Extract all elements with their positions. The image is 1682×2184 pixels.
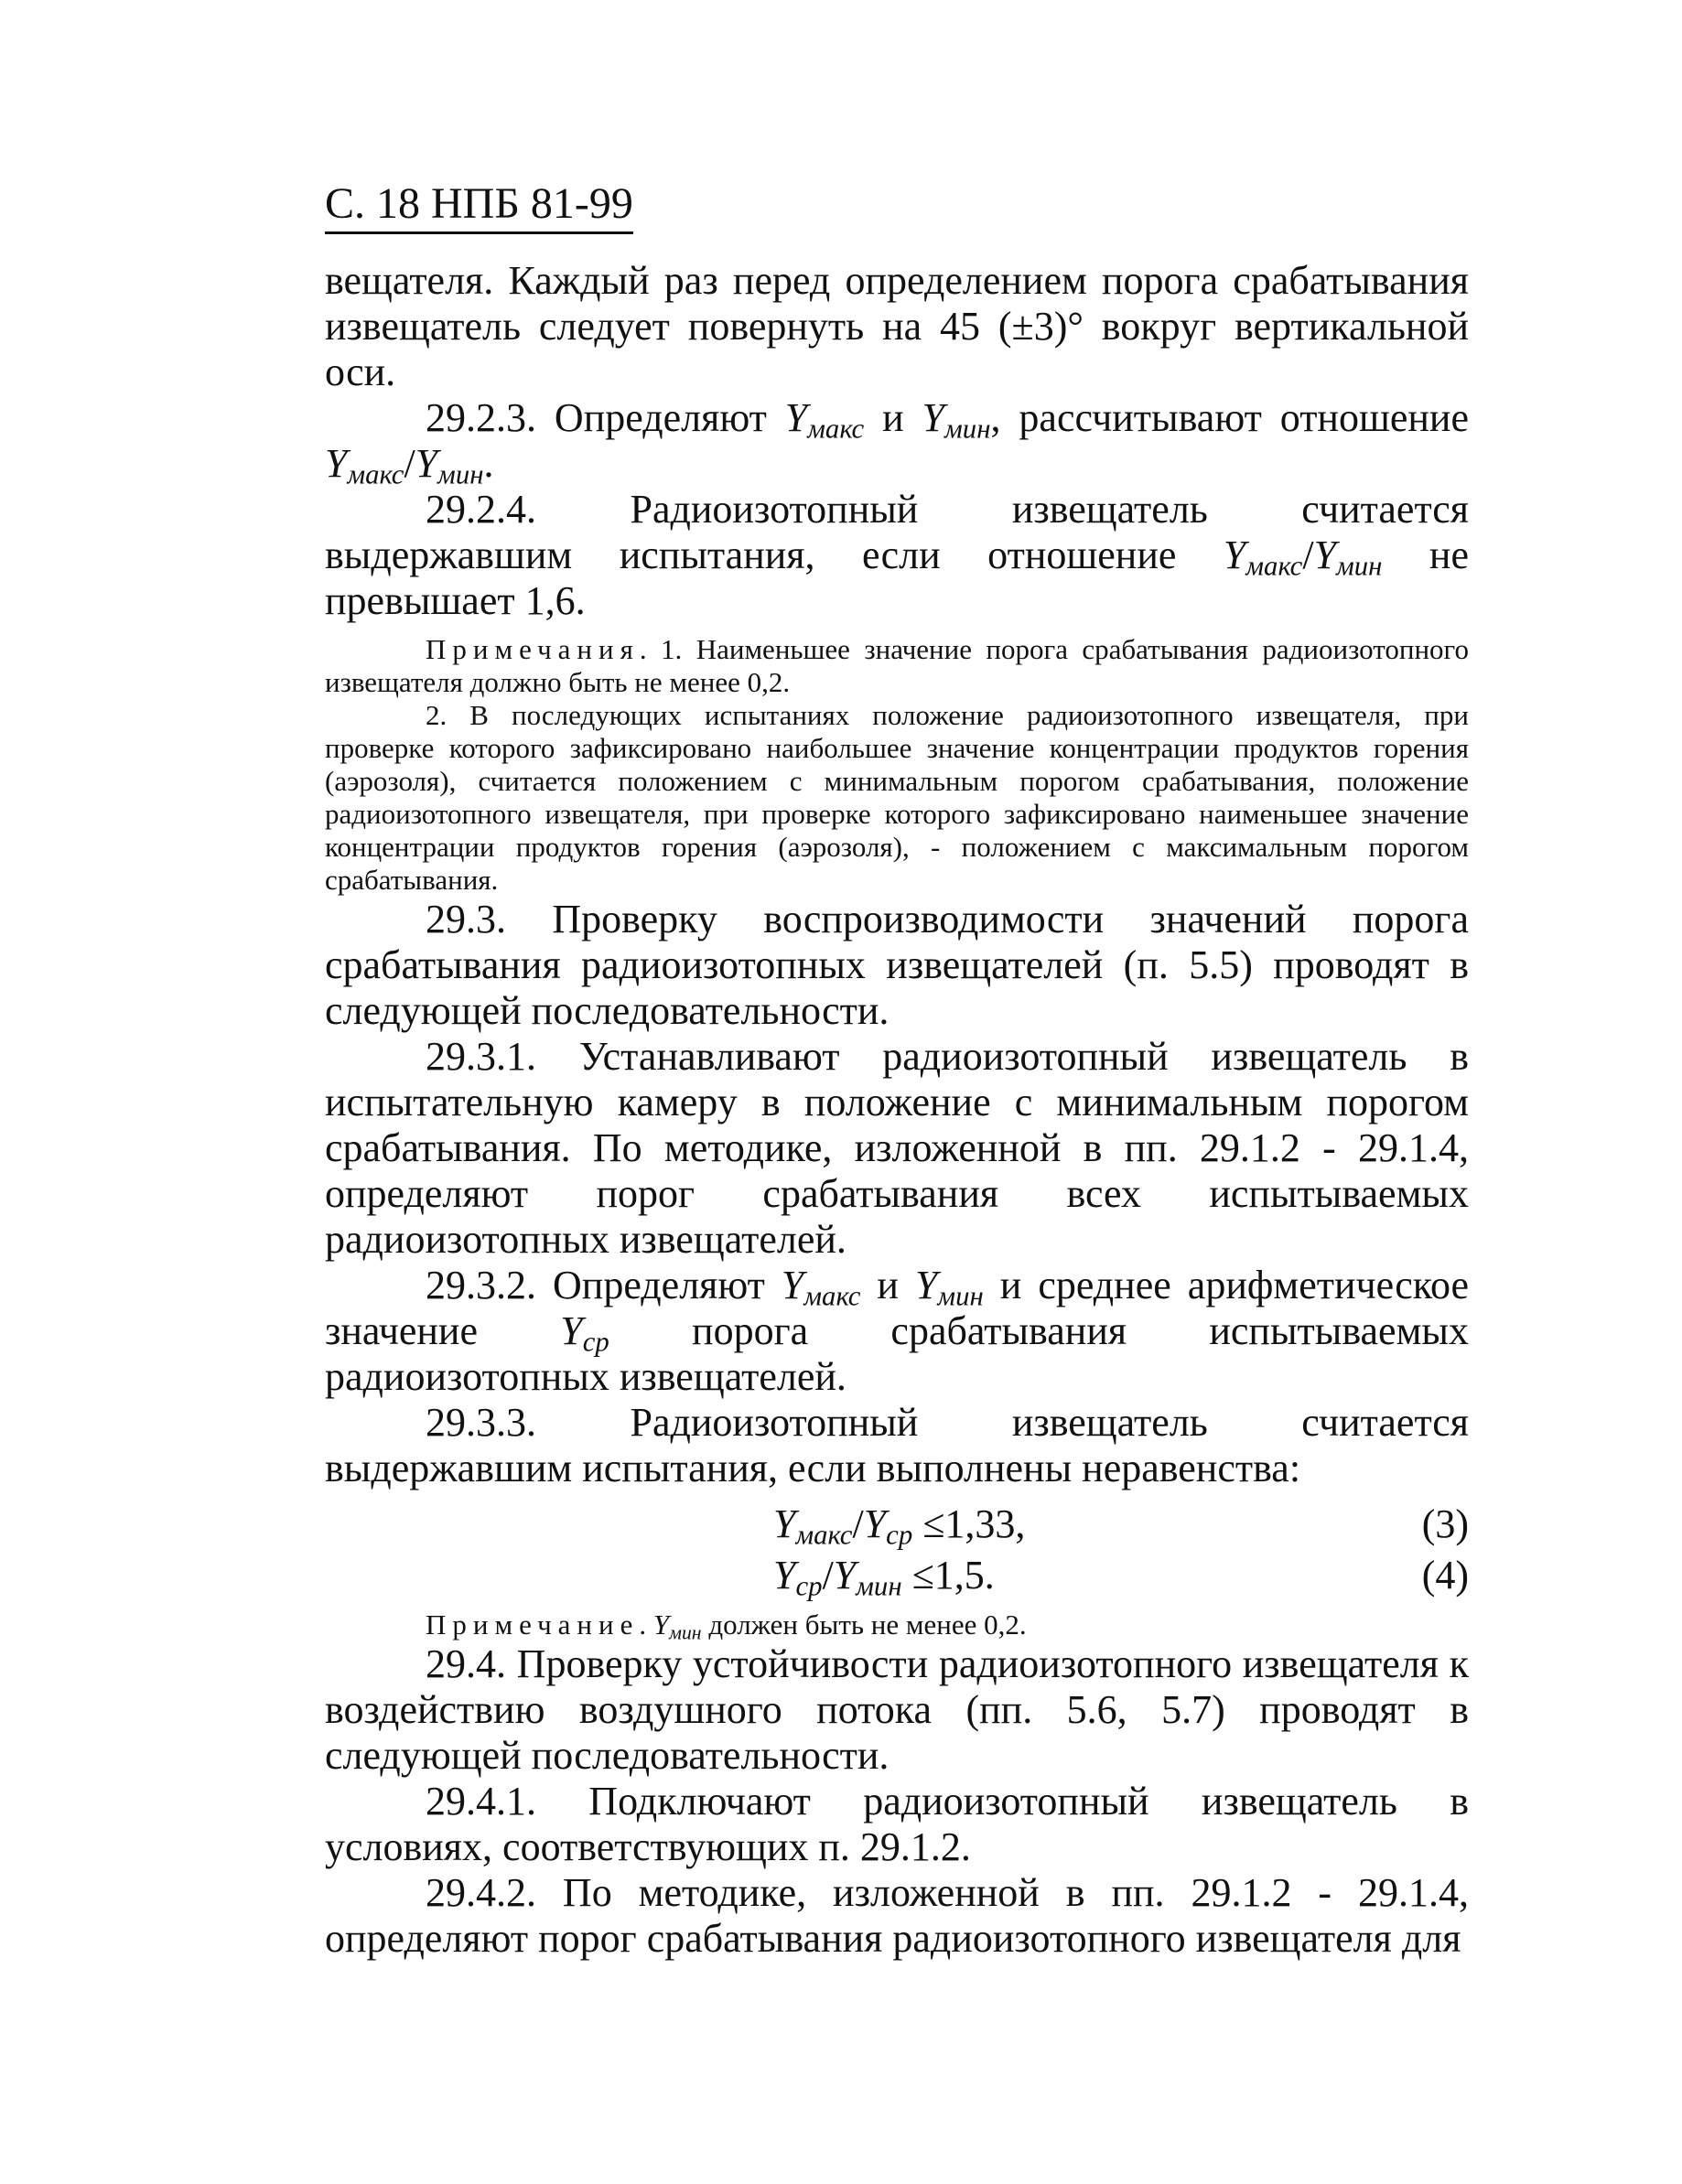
paragraph-29-3: 29.3. Проверку воспроизводимости значений порога срабатывания радиоизотопных извещателей (п. 5.5) проводят в следующей последовательности. bbox=[325, 897, 1469, 1033]
formula-4-expression: $Y_{ср}/Y_{мин} \le 1,5$. bbox=[773, 1553, 995, 1602]
note-1: Примечания. 1. Наименьшее значение порога срабатывания радиоизотопного извещателя должно быть не менее 0,2. bbox=[325, 633, 1469, 698]
paragraph-29-3-1: 29.3.1. Устанавливают радиоизотопный извещатель в испытательную камеру в положение с минимальным порогом срабатывания. По методике, изложенной в пп. 29.1.2 - 29.1.4, определяют порог срабатывания всех испытываемых радиоизотопных извещателей. bbox=[325, 1034, 1469, 1262]
page-header: С. 18 НПБ 81-99 bbox=[325, 178, 633, 234]
paragraph-29-4-1: 29.4.1. Подключают радиоизотопный извещатель в условиях, соответствующих п. 29.1.2. bbox=[325, 1779, 1469, 1869]
paragraph-29-4: 29.4. Проверку устойчивости радиоизотопного извещателя к воздействию воздушного потока (пп. 5.6, 5.7) проводят в следующей последовательности. bbox=[325, 1641, 1469, 1778]
formula-3-expression: $Y_{макс}/Y_{ср} \le 1,33$, bbox=[773, 1501, 1026, 1551]
document-body bbox=[325, 258, 1469, 1962]
formula-3 bbox=[325, 1499, 1469, 1550]
note-3: Примечание. $Y_{мин}$ должен быть не менее 0,2. bbox=[426, 1608, 1027, 1644]
formula-4-number: (4) bbox=[1421, 1553, 1469, 1598]
note-2: 2. В последующих испытаниях положение радиоизотопного извещателя, при проверке которого зафиксировано наибольшее значение концентрации продуктов горения (аэрозоля), считается положением с минимальным порогом срабатывания, положение радиоизотопного извещателя, при проверке которого зафиксировано наименьшее значение концентрации продуктов горения (аэрозоля), - положением с максимальным порогом срабатывания. bbox=[325, 699, 1469, 896]
formula-4 bbox=[325, 1550, 1469, 1601]
paragraph-29-4-2: 29.4.2. По методике, изложенной в пп. 29.1.2 - 29.1.4, определяют порог срабатывания радиоизотопного извещателя для bbox=[325, 1870, 1469, 1961]
paragraph-29-2-3: 29.2.3. Определяют $Y_{макс}$ и $Y_{мин}$, рассчитывают отношение $Y_{макс}/Y_{мин}$. bbox=[325, 395, 1470, 490]
formula-block bbox=[325, 1499, 1469, 1601]
paragraph-29-3-3: 29.3.3. Радиоизотопный извещатель считается выдержавшим испытания, если выполнены неравенства: bbox=[325, 1400, 1469, 1490]
paragraph-continuation: вещателя. Каждый раз перед определением порога срабатывания извещатель следует повернуть на 45 (±3)° вокруг вертикальной оси. bbox=[325, 258, 1469, 394]
formula-3-number: (3) bbox=[1421, 1501, 1469, 1546]
paragraph-29-2-4: 29.2.4. Радиоизотопный извещатель считается выдержавшим испытания, если отношение $Y_{макс}/Y_{мин}$ не превышает 1,6. bbox=[325, 487, 1469, 623]
paragraph-29-3-2: 29.3.2. Определяют $Y_{макс}$ и $Y_{мин}$ и среднее арифметическое значение $Y_{ср}$ порога срабатывания испытываемых радиоизотопных извещателей. bbox=[325, 1263, 1470, 1399]
